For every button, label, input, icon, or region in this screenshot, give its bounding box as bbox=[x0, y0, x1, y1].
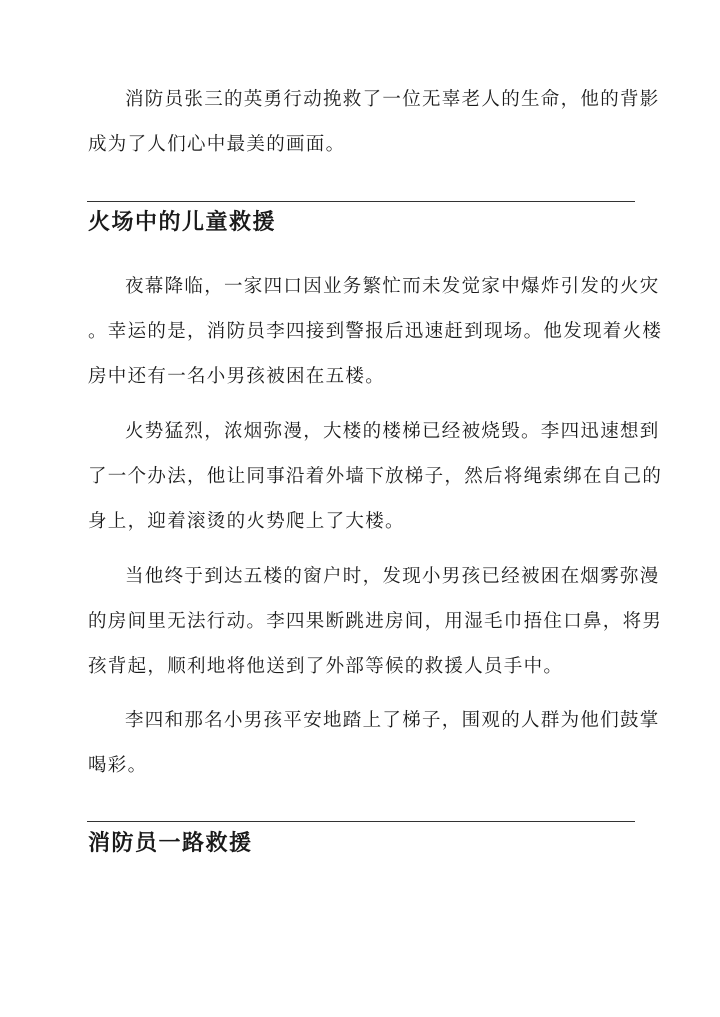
paragraph bbox=[88, 698, 660, 788]
section-divider bbox=[87, 201, 635, 202]
paragraph-line: 当他终于到达五楼的窗户时，发现小男孩已经被困在烟雾弥漫 bbox=[125, 566, 660, 587]
paragraph-line: 喝彩。 bbox=[88, 755, 148, 776]
paragraph-line: 成为了人们心中最美的画面。 bbox=[88, 134, 346, 155]
paragraph-line: 孩背起，顺利地将他送到了外部等候的救援人员手中。 bbox=[88, 656, 564, 677]
section-divider bbox=[87, 821, 635, 822]
paragraph-line: 李四和那名小男孩平安地踏上了梯子，围观的人群为他们鼓掌 bbox=[125, 710, 660, 731]
paragraph-line: 房中还有一名小男孩被困在五楼。 bbox=[88, 366, 386, 387]
paragraph bbox=[88, 264, 663, 399]
paragraph-line: 。幸运的是，消防员李四接到警报后迅速赶到现场。他发现着火楼 bbox=[88, 321, 663, 342]
paragraph-line: 了一个办法，他让同事沿着外墙下放梯子，然后将绳索绑在自己的 bbox=[88, 466, 663, 487]
paragraph bbox=[88, 77, 660, 167]
paragraph-line: 火势猛烈，浓烟弥漫，大楼的楼梯已经被烧毁。李四迅速想到 bbox=[125, 421, 660, 442]
paragraph-line: 的房间里无法行动。李四果断跳进房间，用湿毛巾捂住口鼻，将男 bbox=[88, 611, 663, 632]
section-heading: 消防员一路救援 bbox=[88, 830, 253, 856]
paragraph bbox=[88, 554, 663, 689]
section-heading: 火场中的儿童救援 bbox=[88, 209, 277, 235]
paragraph bbox=[88, 409, 663, 544]
paragraph-line: 消防员张三的英勇行动挽救了一位无辜老人的生命，他的背影 bbox=[125, 89, 660, 110]
paragraph-line: 身上，迎着滚烫的火势爬上了大楼。 bbox=[88, 511, 405, 532]
paragraph-line: 夜幕降临，一家四口因业务繁忙而未发觉家中爆炸引发的火灾 bbox=[125, 276, 660, 297]
